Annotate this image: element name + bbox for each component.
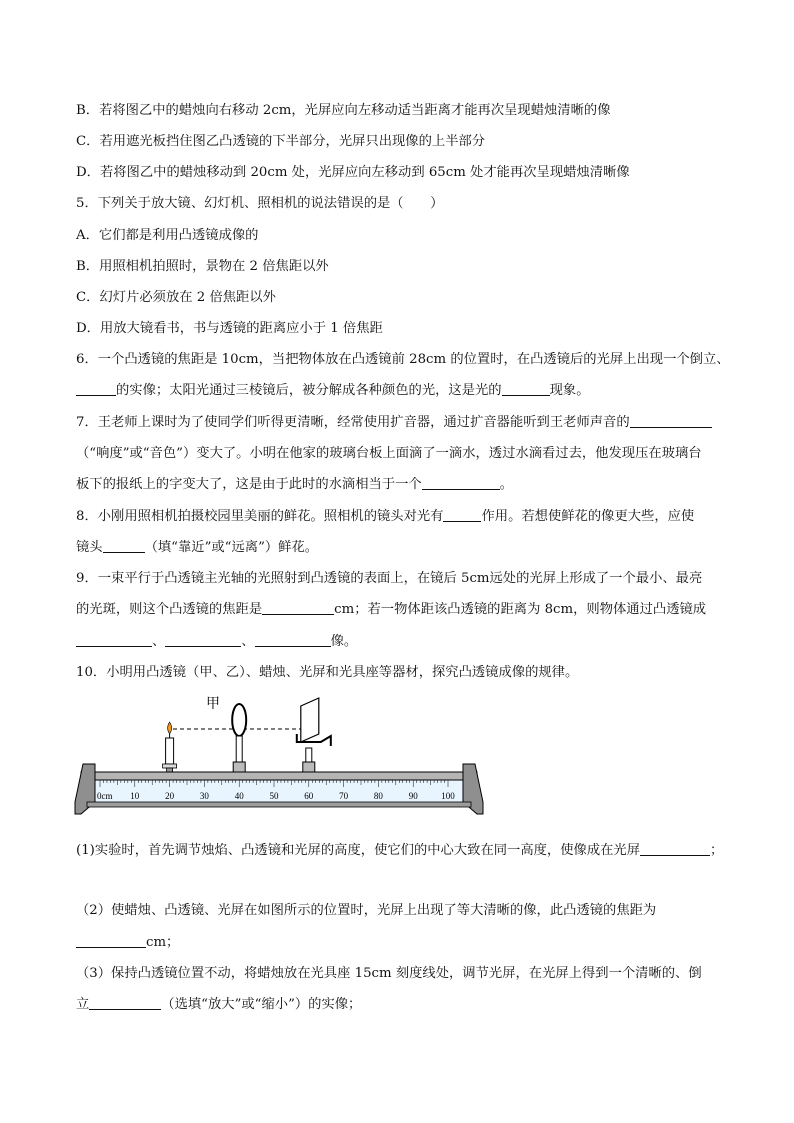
q10-step-1: (1)实验时，首先调节烛焰、凸透镜和光屏的高度，使它们的中心大致在同一高度，使像成在光屏 ； <box>76 843 724 858</box>
convex-lens <box>232 704 246 772</box>
candle-flame <box>168 722 172 734</box>
q5-option-a: A．它们都是利用凸透镜成像的 <box>76 228 259 243</box>
option-c-line: C．若用遮光板挡住图乙凸透镜的下半部分，光屏只出现像的上半部分 <box>76 134 486 149</box>
q10-step-3-end: 立 （选填“放大”或“缩小”）的实像； <box>76 997 362 1012</box>
scale-label: 40 <box>234 791 244 801</box>
scale-label: 50 <box>269 791 279 801</box>
question-6-line-2: 的实像；太阳光通过三棱镜后，被分解成各种颜色的光，这是光的 现象。 <box>76 381 590 401</box>
light-screen <box>297 698 331 772</box>
question-6-line-1: 6．一个凸透镜的焦距是 10cm，当把物体放在凸透镜前 28cm 的位置时，在凸透镜后的光屏上出现一个倒立、 <box>76 352 730 367</box>
answer-blank[interactable] <box>640 842 710 856</box>
scale-label: 30 <box>199 791 209 801</box>
q10-step-3: （3）保持凸透镜位置不动，将蜡烛放在光具座 15cm 刻度线处，调节光屏，在光屏上得到一个清晰的、倒 <box>76 966 702 981</box>
q5-option-c: C．幻灯片必须放在 2 倍焦距以外 <box>76 290 276 305</box>
answer-blank[interactable] <box>103 539 145 553</box>
lens-post <box>236 736 242 762</box>
screen-post <box>306 748 312 762</box>
question-9-line-2: 的光斑，则这个凸透镜的焦距是 cm；若一物体距该凸透镜的距离为 8cm，则物体通过凸透镜成 <box>76 602 707 617</box>
answer-blank[interactable] <box>422 476 500 490</box>
lens-base <box>233 762 245 772</box>
candle-holder <box>163 764 177 768</box>
q10-step-2-end: cm； <box>76 933 179 953</box>
scale-label: 20 <box>165 791 175 801</box>
scale-label: 100 <box>441 791 455 801</box>
screen-panel <box>301 698 319 742</box>
scale-label: 0cm <box>97 791 113 801</box>
q10-step-2: （2）使蜡烛、凸透镜、光屏在如图所示的位置时，光屏上出现了等大清晰的像，此凸透镜的焦距为 <box>76 903 657 918</box>
answer-blank[interactable] <box>165 633 241 647</box>
question-9-line-3: 、 、 像。 <box>76 632 357 652</box>
answer-blank[interactable] <box>443 508 481 522</box>
lens-ring <box>232 704 246 736</box>
optical-bench-figure <box>73 690 485 826</box>
question-8-line-2: 镜头 （填“靠近”或“远离”）鲜花。 <box>76 540 319 555</box>
scale-label: 60 <box>304 791 314 801</box>
answer-blank[interactable] <box>262 601 334 615</box>
scale-label: 70 <box>339 791 349 801</box>
screen-base <box>303 762 315 772</box>
lens-label: 甲 <box>206 697 220 712</box>
question-7-line-1: 7．王老师上课时为了使同学们听得更清晰，经常使用扩音器，通过扩音器能听到王老师声音的 <box>76 413 712 433</box>
question-8-line-1: 8．小刚用照相机拍摄校园里美丽的鲜花。照相机的镜头对光有 作用。若想使鲜花的像更大些，应使 <box>76 509 695 524</box>
question-10-title: 10．小明用凸透镜（甲、乙）、蜡烛、光屏和光具座等器材，探究凸透镜成像的规律。 <box>76 665 579 680</box>
question-7-line-3: 板下的报纸上的字变大了，这是由于此时的水滴相当于一个 。 <box>76 477 514 492</box>
scale-label: 10 <box>130 791 140 801</box>
answer-blank[interactable] <box>76 633 152 647</box>
option-b-line: B．若将图乙中的蜡烛向右移动 2cm，光屏应向左移动适当距离才能再次呈现蜡烛清晰的像 <box>76 103 611 118</box>
answer-blank[interactable] <box>502 382 550 396</box>
answer-blank[interactable] <box>76 382 116 396</box>
bench-rail-top <box>81 772 477 780</box>
candle-body <box>166 738 174 764</box>
candle-stem <box>167 768 173 772</box>
answer-blank[interactable] <box>89 996 161 1010</box>
option-d-line: D．若将图乙中的蜡烛移动到 20cm 处，光屏应向左移动到 65cm 处才能再次呈现蜡烛清晰像 <box>76 165 630 180</box>
q5-option-b: B．用照相机拍照时，景物在 2 倍焦距以外 <box>76 259 329 274</box>
scale-label: 80 <box>373 791 383 801</box>
bench-bottom-rail <box>87 802 471 807</box>
q5-option-d: D．用放大镜看书，书与透镜的距离应小于 1 倍焦距 <box>76 321 383 336</box>
answer-blank[interactable] <box>630 414 712 428</box>
question-7-line-2: （“响度”或“音色”）变大了。小明在他家的玻璃台板上面滴了一滴水，透过水滴看过去，他发现压在玻璃台 <box>76 446 702 461</box>
answer-blank[interactable] <box>255 633 331 647</box>
question-9-line-1: 9．一束平行于凸透镜主光轴的光照射到凸透镜的表面上，在镜后 5cm远处的光屏上形成了一个最小、最亮 <box>76 571 703 586</box>
scale-label: 90 <box>408 791 418 801</box>
answer-blank[interactable] <box>76 934 146 948</box>
question-5-title: 5．下列关于放大镜、幻灯机、照相机的说法错误的是（ ） <box>76 196 444 211</box>
